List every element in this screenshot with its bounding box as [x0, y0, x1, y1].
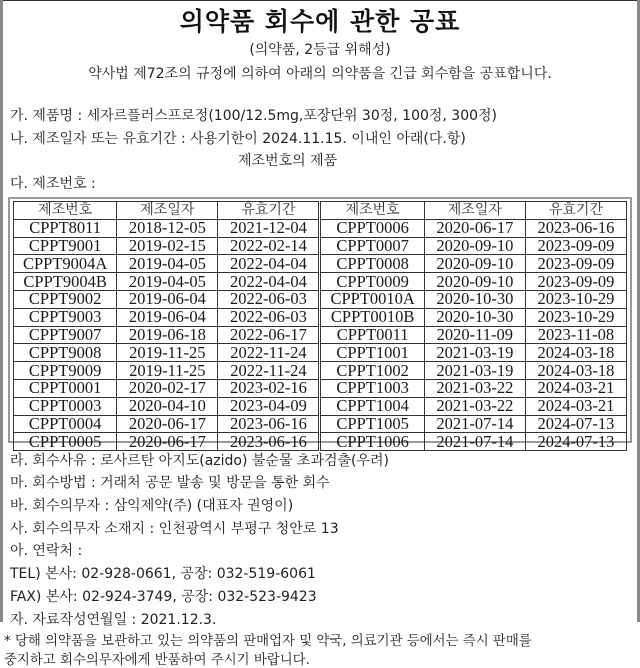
cell-expiry-date: 2023-09-09	[525, 255, 626, 273]
footnote-line-1: * 당해 의약품을 보관하고 있는 의약품의 판매업자 및 약국, 의료기관 등에서는 즉시 판매를	[4, 634, 532, 649]
cell-expiry-date: 2022-06-03	[218, 290, 320, 308]
cell-expiry-date: 2022-06-17	[218, 326, 320, 344]
cell-lot-number: CPPT9008	[14, 344, 117, 362]
table-row	[14, 433, 627, 451]
header-lot-number: 제조번호	[14, 202, 117, 220]
lot-table	[13, 201, 627, 451]
cell-lot-number: CPPT0011	[320, 326, 424, 344]
document-intro: 약사법 제72조의 규정에 의하여 아래의 의약품을 긴급 회수함을 공표합니다.	[88, 66, 552, 82]
table-row	[14, 219, 627, 237]
cell-manufacture-date: 2019-11-25	[117, 362, 218, 380]
document-subtitle: (의약품, 2등급 위해성)	[249, 42, 391, 58]
lot-table-panel	[8, 197, 632, 451]
cell-expiry-date: 2023-09-09	[525, 237, 626, 255]
cell-manufacture-date: 2019-02-15	[117, 237, 218, 255]
cell-manufacture-date: 2020-09-10	[424, 273, 525, 291]
cell-manufacture-date: 2021-03-19	[424, 344, 525, 362]
item-date-written: 자. 자료작성연월일 : 2021.12.3.	[10, 612, 217, 628]
header-manufacture-date: 제조일자	[117, 202, 218, 220]
table-row	[14, 308, 627, 326]
cell-lot-number: CPPT1001	[320, 344, 424, 362]
item-contact-tel: TEL) 본사: 02-928-0661, 공장: 032-519-6061	[10, 566, 316, 582]
cell-expiry-date: 2024-07-13	[525, 433, 626, 451]
cell-manufacture-date: 2019-11-25	[117, 344, 218, 362]
cell-manufacture-date: 2020-10-30	[424, 290, 525, 308]
frame-left-border	[0, 0, 3, 622]
table-row	[14, 379, 627, 397]
table-row	[14, 255, 627, 273]
cell-lot-number: CPPT9004A	[14, 255, 117, 273]
cell-lot-number: CPPT0003	[14, 397, 117, 415]
cell-manufacture-date: 2021-07-14	[424, 415, 525, 433]
cell-lot-number: CPPT0010A	[320, 290, 424, 308]
cell-expiry-date: 2023-10-29	[525, 308, 626, 326]
cell-manufacture-date: 2019-04-05	[117, 273, 218, 291]
cell-lot-number: CPPT0007	[320, 237, 424, 255]
cell-lot-number: CPPT1002	[320, 362, 424, 380]
item-manufacture-or-expiry-cont: 제조번호의 제품	[238, 153, 338, 169]
item-contact-fax: FAX) 본사: 02-924-3749, 공장: 032-523-9423	[10, 589, 317, 605]
cell-lot-number: CPPT1003	[320, 379, 424, 397]
cell-manufacture-date: 2020-11-09	[424, 326, 525, 344]
cell-manufacture-date: 2019-06-04	[117, 308, 218, 326]
cell-expiry-date: 2023-06-16	[218, 415, 320, 433]
cell-lot-number: CPPT8011	[14, 219, 117, 237]
cell-expiry-date: 2024-03-18	[525, 344, 626, 362]
cell-expiry-date: 2022-02-14	[218, 237, 320, 255]
cell-manufacture-date: 2018-12-05	[117, 219, 218, 237]
item-obligor-address: 사. 회수의무자 소재지 : 인천광역시 부평구 청안로 13	[10, 521, 339, 537]
table-row	[14, 397, 627, 415]
header-manufacture-date: 제조일자	[424, 202, 525, 220]
table-row	[14, 326, 627, 344]
cell-manufacture-date: 2020-09-10	[424, 237, 525, 255]
item-recall-method: 마. 회수방법 : 거래처 공문 발송 및 방문을 통한 회수	[10, 475, 330, 491]
cell-lot-number: CPPT9001	[14, 237, 117, 255]
cell-expiry-date: 2022-11-24	[218, 344, 320, 362]
cell-lot-number: CPPT9004B	[14, 273, 117, 291]
cell-lot-number: CPPT0010B	[320, 308, 424, 326]
item-recall-reason: 라. 회수사유 : 로사르탄 아지도(azido) 불순물 초과검출(우려)	[10, 453, 389, 469]
cell-expiry-date: 2023-02-16	[218, 379, 320, 397]
cell-lot-number: CPPT0004	[14, 415, 117, 433]
cell-lot-number: CPPT9009	[14, 362, 117, 380]
document-title: 의약품 회수에 관한 공표	[179, 7, 461, 36]
cell-manufacture-date: 2020-06-17	[117, 433, 218, 451]
cell-lot-number: CPPT9003	[14, 308, 117, 326]
cell-lot-number: CPPT0005	[14, 433, 117, 451]
cell-lot-number: CPPT1005	[320, 415, 424, 433]
header-expiry-date: 유효기간	[525, 202, 626, 220]
item-manufacture-or-expiry: 나. 제조일자 또는 유효기간 : 사용기한이 2024.11.15. 이내인 아래(다.항)	[10, 131, 466, 147]
cell-lot-number: CPPT1006	[320, 433, 424, 451]
cell-expiry-date: 2021-12-04	[218, 219, 320, 237]
cell-lot-number: CPPT0001	[14, 379, 117, 397]
cell-expiry-date: 2023-06-16	[218, 433, 320, 451]
cell-manufacture-date: 2020-06-17	[117, 415, 218, 433]
footnote-line-2: 중지하고 회수의무자에게 반품하여 주시기 바랍니다.	[4, 653, 310, 668]
cell-manufacture-date: 2021-07-14	[424, 433, 525, 451]
cell-expiry-date: 2023-10-29	[525, 290, 626, 308]
header-lot-number: 제조번호	[320, 202, 424, 220]
cell-manufacture-date: 2021-03-22	[424, 379, 525, 397]
item-lot-heading: 다. 제조번호 :	[10, 176, 96, 192]
cell-expiry-date: 2024-07-13	[525, 415, 626, 433]
cell-expiry-date: 2023-11-08	[525, 326, 626, 344]
cell-expiry-date: 2024-03-21	[525, 397, 626, 415]
cell-manufacture-date: 2019-06-18	[117, 326, 218, 344]
cell-manufacture-date: 2020-06-17	[424, 219, 525, 237]
cell-manufacture-date: 2020-10-30	[424, 308, 525, 326]
table-row	[14, 344, 627, 362]
cell-manufacture-date: 2021-03-22	[424, 397, 525, 415]
cell-expiry-date: 2022-04-04	[218, 255, 320, 273]
cell-expiry-date: 2023-09-09	[525, 273, 626, 291]
header-expiry-date: 유효기간	[218, 202, 320, 220]
cell-lot-number: CPPT0009	[320, 273, 424, 291]
cell-expiry-date: 2022-06-03	[218, 308, 320, 326]
cell-expiry-date: 2024-03-21	[525, 379, 626, 397]
frame-top-border	[0, 0, 640, 1]
cell-manufacture-date: 2020-02-17	[117, 379, 218, 397]
table-row	[14, 415, 627, 433]
cell-manufacture-date: 2020-04-10	[117, 397, 218, 415]
cell-expiry-date: 2022-04-04	[218, 273, 320, 291]
cell-manufacture-date: 2021-03-19	[424, 362, 525, 380]
table-row	[14, 237, 627, 255]
table-row	[14, 362, 627, 380]
table-row	[14, 290, 627, 308]
cell-lot-number: CPPT0006	[320, 219, 424, 237]
lot-table-header-row	[14, 202, 627, 220]
cell-expiry-date: 2022-11-24	[218, 362, 320, 380]
cell-manufacture-date: 2019-04-05	[117, 255, 218, 273]
item-recall-obligor: 바. 회수의무자 : 삼익제약(주) (대표자 권영이)	[10, 498, 294, 514]
cell-lot-number: CPPT1004	[320, 397, 424, 415]
cell-lot-number: CPPT9007	[14, 326, 117, 344]
cell-lot-number: CPPT0008	[320, 255, 424, 273]
item-product-name: 가. 제품명 : 세자르플러스프로정(100/12.5mg,포장단위 30정, 100정, 300정)	[10, 108, 498, 124]
cell-expiry-date: 2023-04-09	[218, 397, 320, 415]
cell-expiry-date: 2024-03-18	[525, 362, 626, 380]
cell-expiry-date: 2023-06-16	[525, 219, 626, 237]
cell-manufacture-date: 2020-09-10	[424, 255, 525, 273]
cell-lot-number: CPPT9002	[14, 290, 117, 308]
item-contact-heading: 아. 연락처 :	[10, 543, 83, 559]
table-row	[14, 273, 627, 291]
cell-manufacture-date: 2019-06-04	[117, 290, 218, 308]
